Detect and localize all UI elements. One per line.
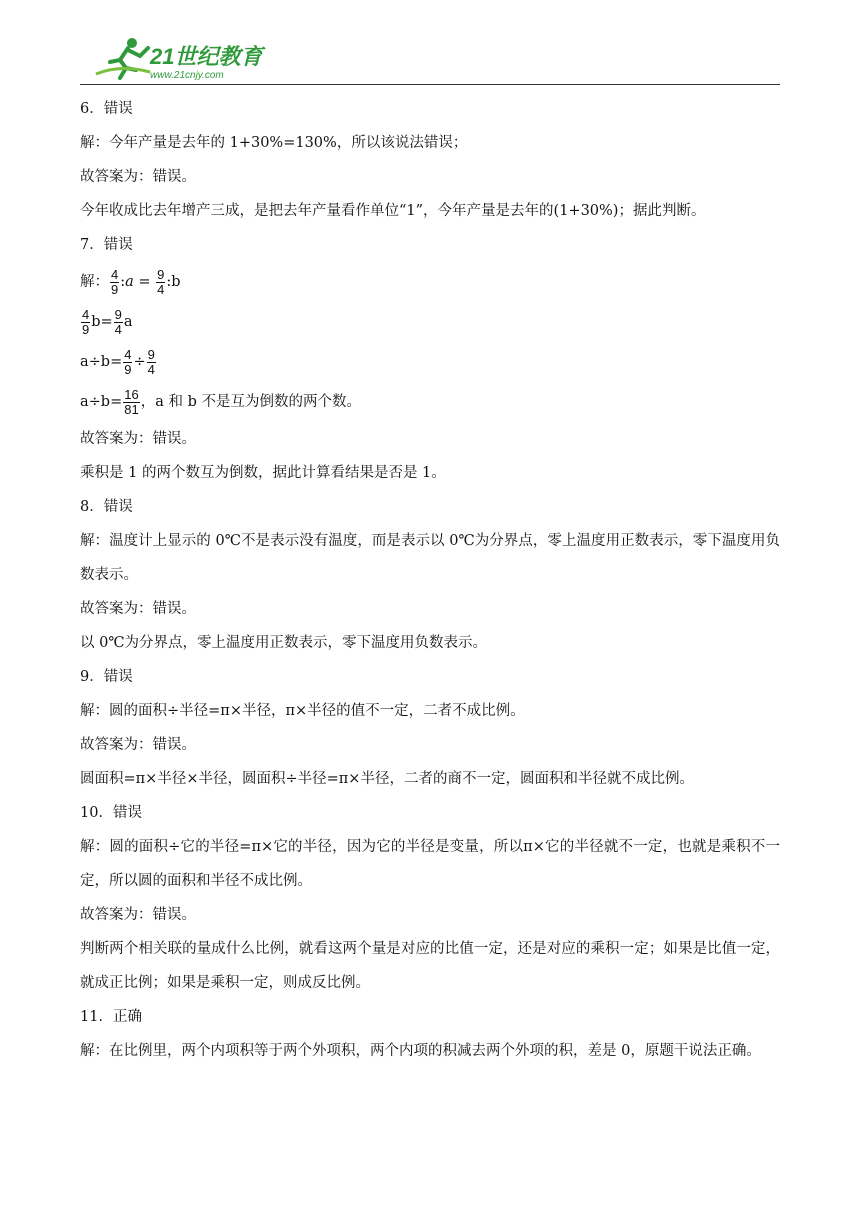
q6-answer: 故答案为：错误。: [80, 169, 196, 185]
q7-solve-prefix: 解：: [80, 274, 109, 290]
q11-title: 11．正确: [80, 1009, 142, 1025]
q7-equation-4: a÷b= $\frac{16}{81}$ ，a 和 b 不是互为倒数的两个数。: [80, 386, 361, 417]
q10-note: 判断两个相关联的量成什么比例，就看这两个量是对应的比值一定，还是对应的乘积一定；如果是比值一定，就成正比例；如果是乘积一定，则成反比例。: [80, 941, 780, 991]
runner-icon: [96, 38, 150, 78]
q7-equation-1: 解： $\frac{4}{9}$ :a = $\frac{9}{4}$ :b: [80, 266, 181, 297]
q9-title: 9．错误: [80, 669, 133, 685]
q9-solution: 解：圆的面积÷半径=π×半径，π×半径的值不一定，二者不成比例。: [80, 703, 525, 719]
q8-solution: 解：温度计上显示的 0℃不是表示没有温度，而是表示以 0℃为分界点，零上温度用正数表示，零下温度用负数表示。: [80, 533, 780, 583]
logo-url-text: www.21cnjy.com: [150, 70, 224, 81]
logo-21cnjy: [90, 34, 270, 84]
q6-solution: 解：今年产量是去年的 1+30%=130%，所以该说法错误；: [80, 135, 468, 151]
q7-equation-3: a÷b= $\frac{4}{9}$ ÷ $\frac{9}{4}$: [80, 346, 155, 377]
logo-text: 21世纪教育: [150, 44, 263, 69]
page-header: [80, 28, 780, 86]
q10-answer: 故答案为：错误。: [80, 907, 196, 923]
q6-title: 6．错误: [80, 101, 133, 117]
q7-answer: 故答案为：错误。: [80, 431, 196, 447]
q8-title: 8．错误: [80, 499, 133, 515]
q6-note: 今年收成比去年增产三成，是把去年产量看作单位“1”，今年产量是去年的(1+30%)；据此判断。: [80, 203, 706, 219]
header-divider: [80, 84, 780, 85]
q7-equation-2: $\frac{4}{9}$ b= $\frac{9}{4}$ a: [82, 306, 133, 337]
document-body: [80, 92, 780, 1068]
q7-note: 乘积是 1 的两个数互为倒数，据此计算看结果是否是 1。: [80, 465, 446, 481]
q10-solution: 解：圆的面积÷它的半径=π×它的半径，因为它的半径是变量，所以π×它的半径就不一定，也就是乘积不一定，所以圆的面积和半径不成比例。: [80, 839, 780, 889]
fraction-16-81: $\frac{16}{81}$: [124, 386, 139, 417]
q9-note: 圆面积=π×半径×半径，圆面积÷半径=π×半径，二者的商不一定，圆面积和半径就不成比例。: [80, 771, 694, 787]
fraction-4-9: $\frac{4}{9}$: [111, 266, 119, 297]
q10-title: 10．错误: [80, 805, 142, 821]
q8-answer: 故答案为：错误。: [80, 601, 196, 617]
q9-answer: 故答案为：错误。: [80, 737, 196, 753]
fraction-9-4: $\frac{9}{4}$: [157, 266, 165, 297]
q7-title: 7．错误: [80, 237, 133, 253]
q11-solution: 解：在比例里，两个内项积等于两个外项积，两个内项的积减去两个外项的积，差是 0，原题干说法正确。: [80, 1043, 761, 1059]
q8-note: 以 0℃为分界点，零上温度用正数表示，零下温度用负数表示。: [80, 635, 488, 651]
